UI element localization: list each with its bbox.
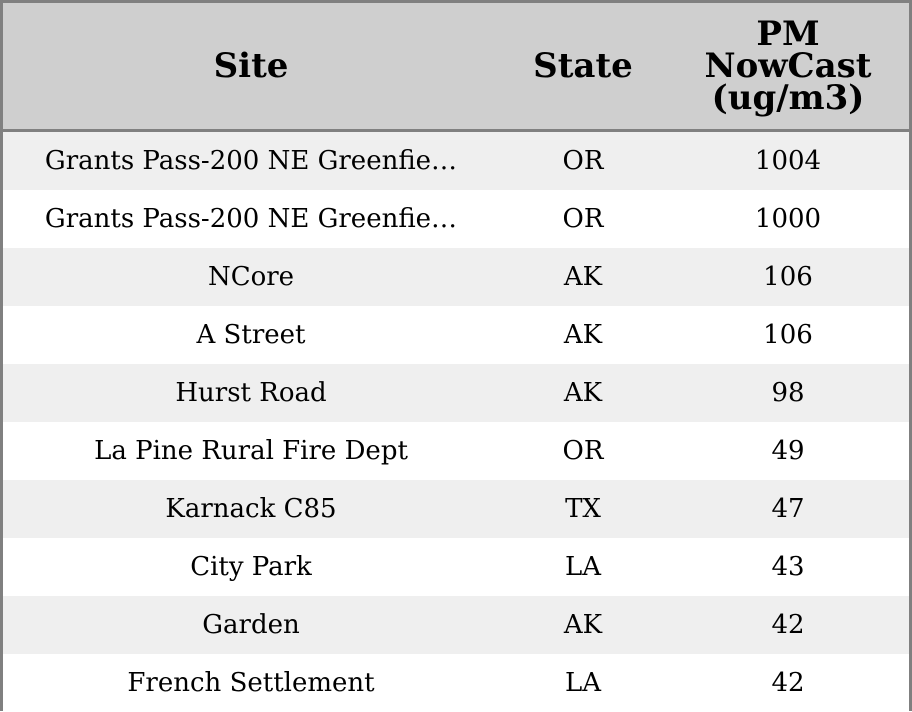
site-cell: City Park (190, 552, 312, 582)
table-row (3, 422, 909, 480)
site-cell: NCore (207, 262, 295, 292)
table-row (3, 596, 909, 654)
table-row (3, 306, 909, 364)
state-cell: AK (563, 262, 603, 292)
table-row (3, 190, 909, 248)
site-cell: A Street (196, 320, 306, 350)
site-cell: Grants Pass-200 NE Greenfie… (44, 146, 458, 176)
pm-value-cell: 42 (771, 668, 805, 698)
state-cell: OR (562, 436, 604, 466)
pm-value-cell: 1000 (754, 204, 822, 234)
site-cell: Hurst Road (175, 378, 327, 408)
pm-value-cell: 49 (771, 436, 805, 466)
state-cell: AK (563, 320, 603, 350)
state-cell: LA (564, 552, 602, 582)
site-cell: La Pine Rural Fire Dept (94, 436, 408, 466)
table-row (3, 654, 909, 712)
state-cell: TX (565, 494, 601, 524)
state-cell: OR (562, 146, 604, 176)
pm-value-cell: 43 (771, 552, 805, 582)
state-cell: OR (562, 204, 604, 234)
site-cell: Garden (202, 610, 300, 640)
pm-value-cell: 42 (771, 610, 805, 640)
table-header (3, 3, 909, 132)
column-header-state: State (533, 46, 633, 86)
pm-value-cell: 47 (771, 494, 805, 524)
table-row (3, 480, 909, 538)
table-row (3, 364, 909, 422)
pm-value-cell: 106 (763, 262, 813, 292)
column-header-pm-nowcast: PM NowCast (ug/m3) (704, 14, 872, 118)
site-cell: Karnack C85 (165, 494, 337, 524)
column-header-site: Site (213, 46, 289, 86)
pm-value-cell: 1004 (754, 146, 822, 176)
table-row (3, 132, 909, 190)
site-cell: French Settlement (127, 668, 375, 698)
pm-value-cell: 106 (763, 320, 813, 350)
table-row (3, 248, 909, 306)
pm-value-cell: 98 (771, 378, 805, 408)
state-cell: AK (563, 378, 603, 408)
table-row (3, 538, 909, 596)
state-cell: LA (564, 668, 602, 698)
state-cell: AK (563, 610, 603, 640)
site-cell: Grants Pass-200 NE Greenfie… (44, 204, 458, 234)
table-body (3, 132, 909, 712)
